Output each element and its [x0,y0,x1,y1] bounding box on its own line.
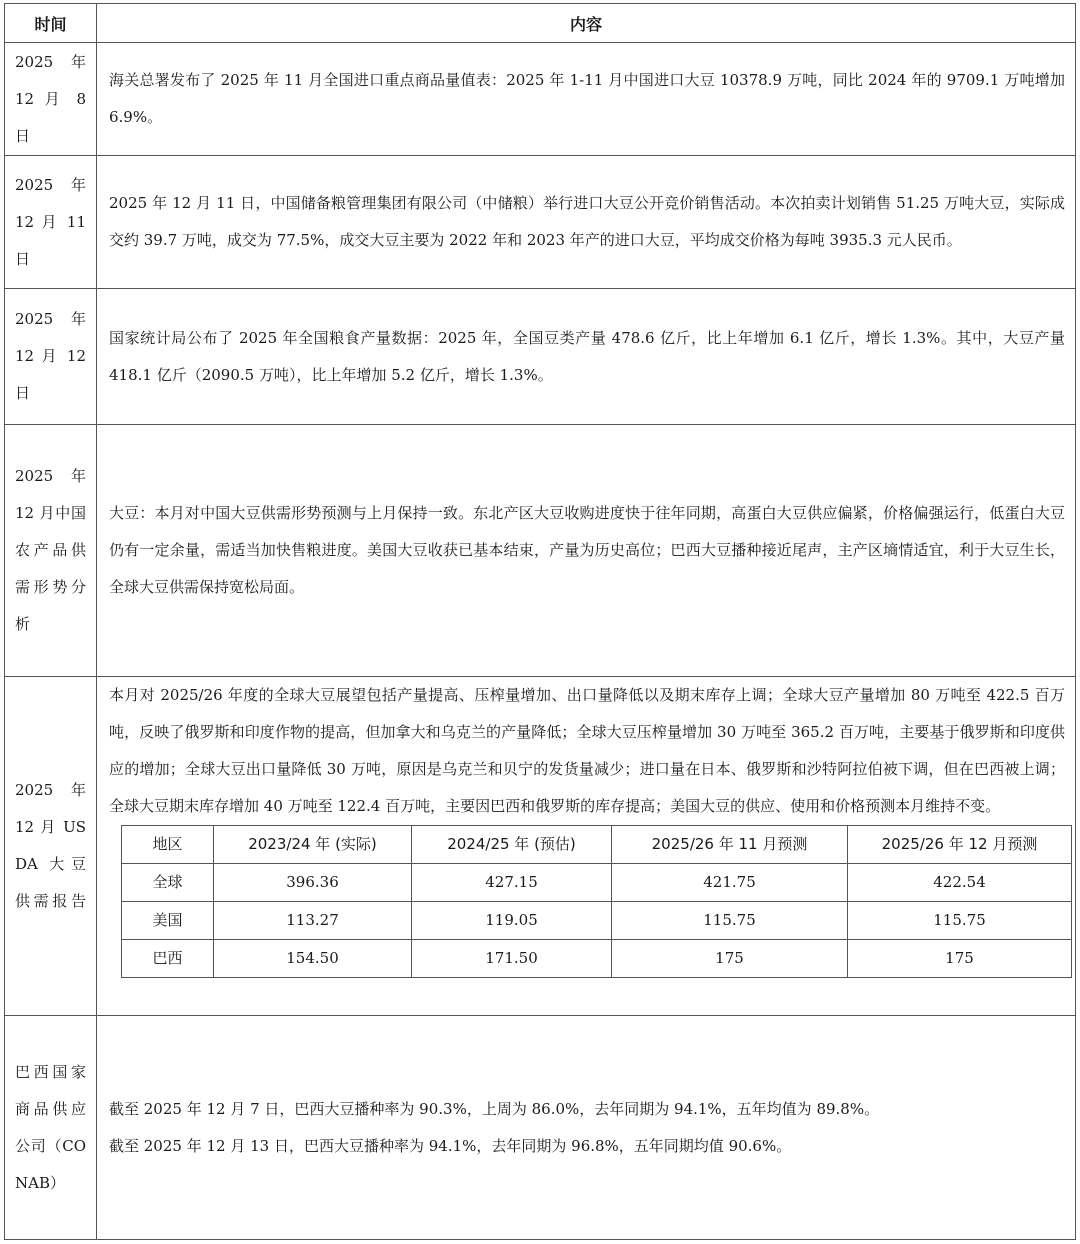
usda-cell: 115.75 [848,902,1072,940]
usda-row [122,864,1072,902]
usda-row [122,940,1072,978]
row-date: 巴西国家商品供应公司（CONAB） [5,1016,97,1240]
header-time: 时间 [5,4,97,43]
content-text: 大豆：本月对中国大豆供需形势预测与上月保持一致。东北产区大豆收购进度快于往年同期，高蛋白大豆供应偏紧，价格偏强运行，低蛋白大豆仍有一定余量，需适当加快售粮进度。美国大豆收获已基本结束，产量为历史高位；巴西大豆播种接近尾声，主产区墒情适宜，利于大豆生长，全球大豆供需保持宽松局面。 [109,504,1065,596]
usda-header-cell: 2025/26 年 12 月预测 [848,826,1072,864]
row-content [97,425,1076,677]
usda-cell: 171.50 [412,940,612,978]
header-content: 内容 [97,4,1076,43]
row-date: 2025 年 12 月 8 日 [5,43,97,156]
usda-cell: 119.05 [412,902,612,940]
usda-cell: 全球 [122,864,214,902]
usda-cell: 422.54 [848,864,1072,902]
table-header-row [5,4,1076,43]
news-table [4,3,1076,1240]
row-date: 2025 年 12 月中国农产品供需形势分析 [5,425,97,677]
table-row [5,156,1076,289]
content-text: 海关总署发布了 2025 年 11 月全国进口重点商品量值表：2025 年 1-11 月中国进口大豆 10378.9 万吨，同比 2024 年的 9709.1 万吨增加 6.9%。 [109,71,1065,126]
usda-header-cell: 2025/26 年 11 月预测 [612,826,848,864]
table-row [5,289,1076,425]
table-row [5,43,1076,156]
usda-cell: 427.15 [412,864,612,902]
usda-header-row [122,826,1072,864]
row-date: 2025 年 12 月 USDA 大豆供需报告 [5,677,97,1016]
usda-cell: 396.36 [214,864,412,902]
usda-table [121,825,1072,978]
row-date: 2025 年 12 月 12 日 [5,289,97,425]
usda-header-cell: 2024/25 年 (预估) [412,826,612,864]
content-line: 截至 2025 年 12 月 7 日，巴西大豆播种率为 90.3%，上周为 86.0%，去年同期为 94.1%，五年均值为 89.8%。 [109,1099,880,1118]
usda-header-cell: 地区 [122,826,214,864]
usda-cell: 175 [848,940,1072,978]
usda-cell: 113.27 [214,902,412,940]
content-text: 本月对 2025/26 年度的全球大豆展望包括产量提高、压榨量增加、出口量降低以及期末库存上调；全球大豆产量增加 80 万吨至 422.5 百万吨，反映了俄罗斯和印度作物的提高，但加拿大和乌克兰的产量降低；全球大豆压榨量增加 30 万吨至 365.2 百万吨，主要基于俄罗斯和印度供应的增加；全球大豆出口量降低 30 万吨，原因是乌克兰和贝宁的发货量减少；进口量在日本、俄罗斯和沙特阿拉伯被下调，但在巴西被上调；全球大豆期末库存增加 40 万吨至 122.4 百万吨，主要因巴西和俄罗斯的库存提高；美国大豆的供应、使用和价格预测本月维持不变。 [109,686,1065,815]
row-date: 2025 年 12 月 11 日 [5,156,97,289]
row-content [97,156,1076,289]
usda-cell: 421.75 [612,864,848,902]
content-text: 2025 年 12 月 11 日，中国储备粮管理集团有限公司（中储粮）举行进口大豆公开竞价销售活动。本次拍卖计划销售 51.25 万吨大豆，实际成交约 39.7 万吨，成交为 77.5%，成交大豆主要为 2022 年和 2023 年产的进口大豆，平均成交价格为每吨 3935.3 元人民币。 [109,194,1065,249]
usda-cell: 175 [612,940,848,978]
row-content [97,43,1076,156]
content-line: 截至 2025 年 12 月 13 日，巴西大豆播种率为 94.1%，去年同期为 96.8%，五年同期均值 90.6%。 [109,1136,792,1155]
usda-cell: 美国 [122,902,214,940]
usda-cell: 115.75 [612,902,848,940]
usda-row [122,902,1072,940]
table-row [5,1016,1076,1240]
usda-header-cell: 2023/24 年 (实际) [214,826,412,864]
row-content [97,677,1076,1016]
table-row [5,425,1076,677]
usda-cell: 巴西 [122,940,214,978]
table-row [5,677,1076,1016]
usda-cell: 154.50 [214,940,412,978]
row-content [97,1016,1076,1240]
content-text: 国家统计局公布了 2025 年全国粮食产量数据：2025 年，全国豆类产量 478.6 亿斤，比上年增加 6.1 亿斤，增长 1.3%。其中，大豆产量 418.1 亿斤（2090.5 万吨），比上年增加 5.2 亿斤，增长 1.3%。 [109,328,1065,384]
row-content [97,289,1076,425]
